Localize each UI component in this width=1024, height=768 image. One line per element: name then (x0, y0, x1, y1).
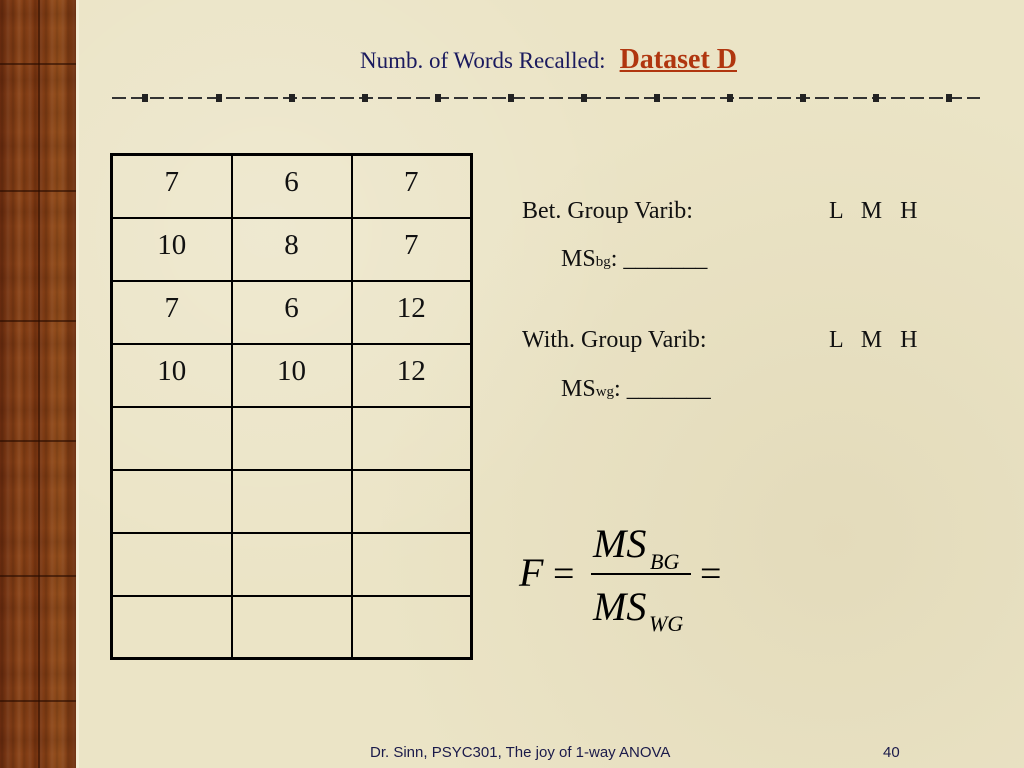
ms-within-blank: : _______ (614, 376, 711, 402)
ms-between-prefix: MS (561, 246, 596, 272)
table-cell (112, 596, 232, 659)
table-row (112, 281, 472, 344)
wood-tile-divider (38, 0, 40, 768)
data-table (110, 153, 473, 660)
f-ratio-formula (515, 515, 745, 645)
table-cell: 8 (232, 218, 352, 281)
wood-tile-divider (0, 190, 78, 192)
formula-f: F (519, 550, 544, 595)
table-row (112, 155, 472, 218)
table-row-empty (112, 533, 472, 596)
wood-tile-divider (0, 320, 78, 322)
title-accent-text: Dataset D (619, 44, 737, 75)
table-cell (232, 470, 352, 533)
formula-denominator: MS (593, 584, 647, 629)
formula-numerator-subscript: BG (650, 549, 680, 574)
ms-within-prefix: MS (561, 376, 596, 402)
table-cell: 6 (232, 155, 352, 218)
formula-equals-result: = (700, 553, 722, 595)
decorative-divider (112, 90, 982, 106)
table-cell (352, 596, 472, 659)
table-cell: 10 (232, 344, 352, 407)
table-cell (112, 470, 232, 533)
table-cell: 10 (112, 218, 232, 281)
wood-tile-divider (0, 63, 78, 65)
table-row (112, 218, 472, 281)
table-cell: 7 (352, 218, 472, 281)
table-row-empty (112, 407, 472, 470)
table-row (112, 344, 472, 407)
table-cell (232, 596, 352, 659)
table-cell: 12 (352, 281, 472, 344)
table-row-empty (112, 596, 472, 659)
ms-between-blank: : _______ (610, 246, 708, 272)
between-group-levels: L M H (829, 198, 918, 224)
table-cell (232, 407, 352, 470)
ms-within-subscript: wg (595, 384, 615, 400)
table-cell (112, 407, 232, 470)
ms-between-line (561, 246, 707, 273)
slide-footer: Dr. Sinn, PSYC301, The joy of 1-way ANOVA (370, 744, 671, 761)
table-cell (352, 533, 472, 596)
table-cell: 12 (352, 344, 472, 407)
within-group-label: With. Group Varib: (522, 327, 707, 353)
table-cell: 6 (232, 281, 352, 344)
title-text: Numb. of Words Recalled: (360, 48, 606, 73)
table-cell (352, 470, 472, 533)
ms-between-subscript: bg (595, 254, 611, 270)
wood-tile-divider (0, 700, 78, 702)
table-cell: 7 (112, 155, 232, 218)
ms-within-line (561, 376, 711, 403)
within-group-levels: L M H (829, 327, 918, 353)
table-cell (352, 407, 472, 470)
table-cell (232, 533, 352, 596)
table-row-empty (112, 470, 472, 533)
formula-equals: = (553, 553, 575, 595)
table-cell: 7 (352, 155, 472, 218)
wood-tile-divider (0, 440, 78, 442)
slide-title (360, 44, 737, 76)
table-cell: 10 (112, 344, 232, 407)
wood-tile-divider (0, 575, 78, 577)
table-cell: 7 (112, 281, 232, 344)
formula-denominator-subscript: WG (649, 611, 684, 636)
table-cell (112, 533, 232, 596)
page-number: 40 (883, 744, 900, 761)
between-group-label: Bet. Group Varib: (522, 198, 693, 224)
formula-numerator: MS (593, 521, 647, 566)
